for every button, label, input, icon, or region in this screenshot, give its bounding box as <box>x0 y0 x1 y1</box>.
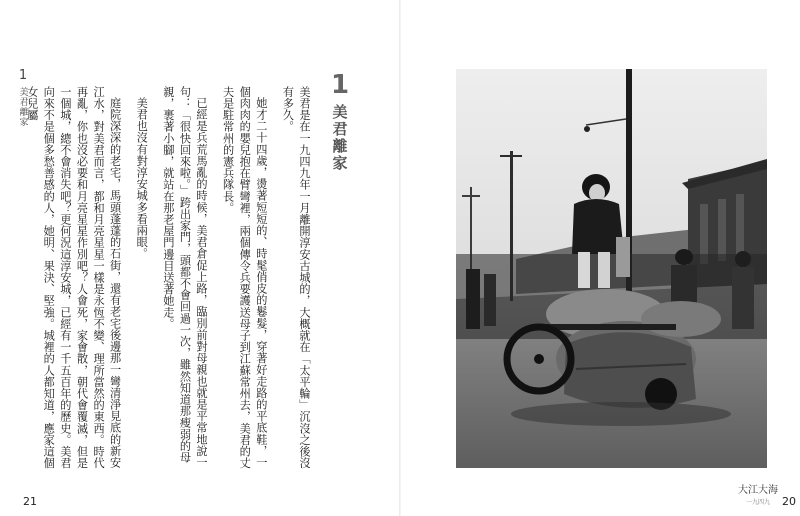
chapter-heading <box>322 70 358 176</box>
series-subtitle: 一九四九 <box>745 499 770 506</box>
series-mark <box>738 481 778 506</box>
chapter-number: 1 <box>330 70 350 100</box>
paragraph: 庭院深深的老宅，馬頭蓬蓬的石街，還有老宅後邊那一彎清淨見底的新安江水，對美君而言，都和月亮星星一樣是永恆不變、理所當然的東西。時代再亂，你也沒必要和月亮星星作別吧？人會死，家會散，朝代會覆滅，但是一個城，總不會消失吧？更何況這淳安城，已經有一千五百年的歷史。美君向來不是個多愁善感的人，她明、果決、堅強。城裡的人都知道，應家這個女兒屬 <box>25 86 122 469</box>
historical-photo <box>456 69 767 468</box>
book-gutter <box>399 0 401 516</box>
paragraph: 美君也沒有對淳安城多看兩眼。 <box>135 97 149 260</box>
page-number-left: 21 <box>23 495 37 508</box>
series-title: 大江大海 <box>738 485 778 496</box>
running-head-title: 美君離家 <box>17 87 28 127</box>
chapter-title: 美君離家 <box>330 104 349 172</box>
paragraph: 美君是在一九四九年一月離開淳安古城的，大概就在「太平輪」沉沒之後沒有多久。 <box>281 86 311 469</box>
paragraph: 她才二十四歲，燙著短短的、時髦俏皮的鬈髮，穿著好走路的平底鞋，一個肉肉的嬰兒抱在臂彎裡，兩個傳令兵要護送母子到江蘇常州去，美君的丈夫是駐常州的憲兵隊長。 <box>221 86 268 469</box>
paragraph: 已經是兵荒馬亂的時候，美君倉促上路，臨別前對母親也就是平常地說一句：「很快回來啦。」跨出家門，頭都不會回過一次，雖然知道那瘦弱的母親，裹著小腳，就站在那老屋門邊目送著她走。 <box>161 86 209 469</box>
page-number-right: 20 <box>782 495 796 508</box>
running-head-number: 1 <box>18 68 28 83</box>
body-text <box>25 86 312 471</box>
